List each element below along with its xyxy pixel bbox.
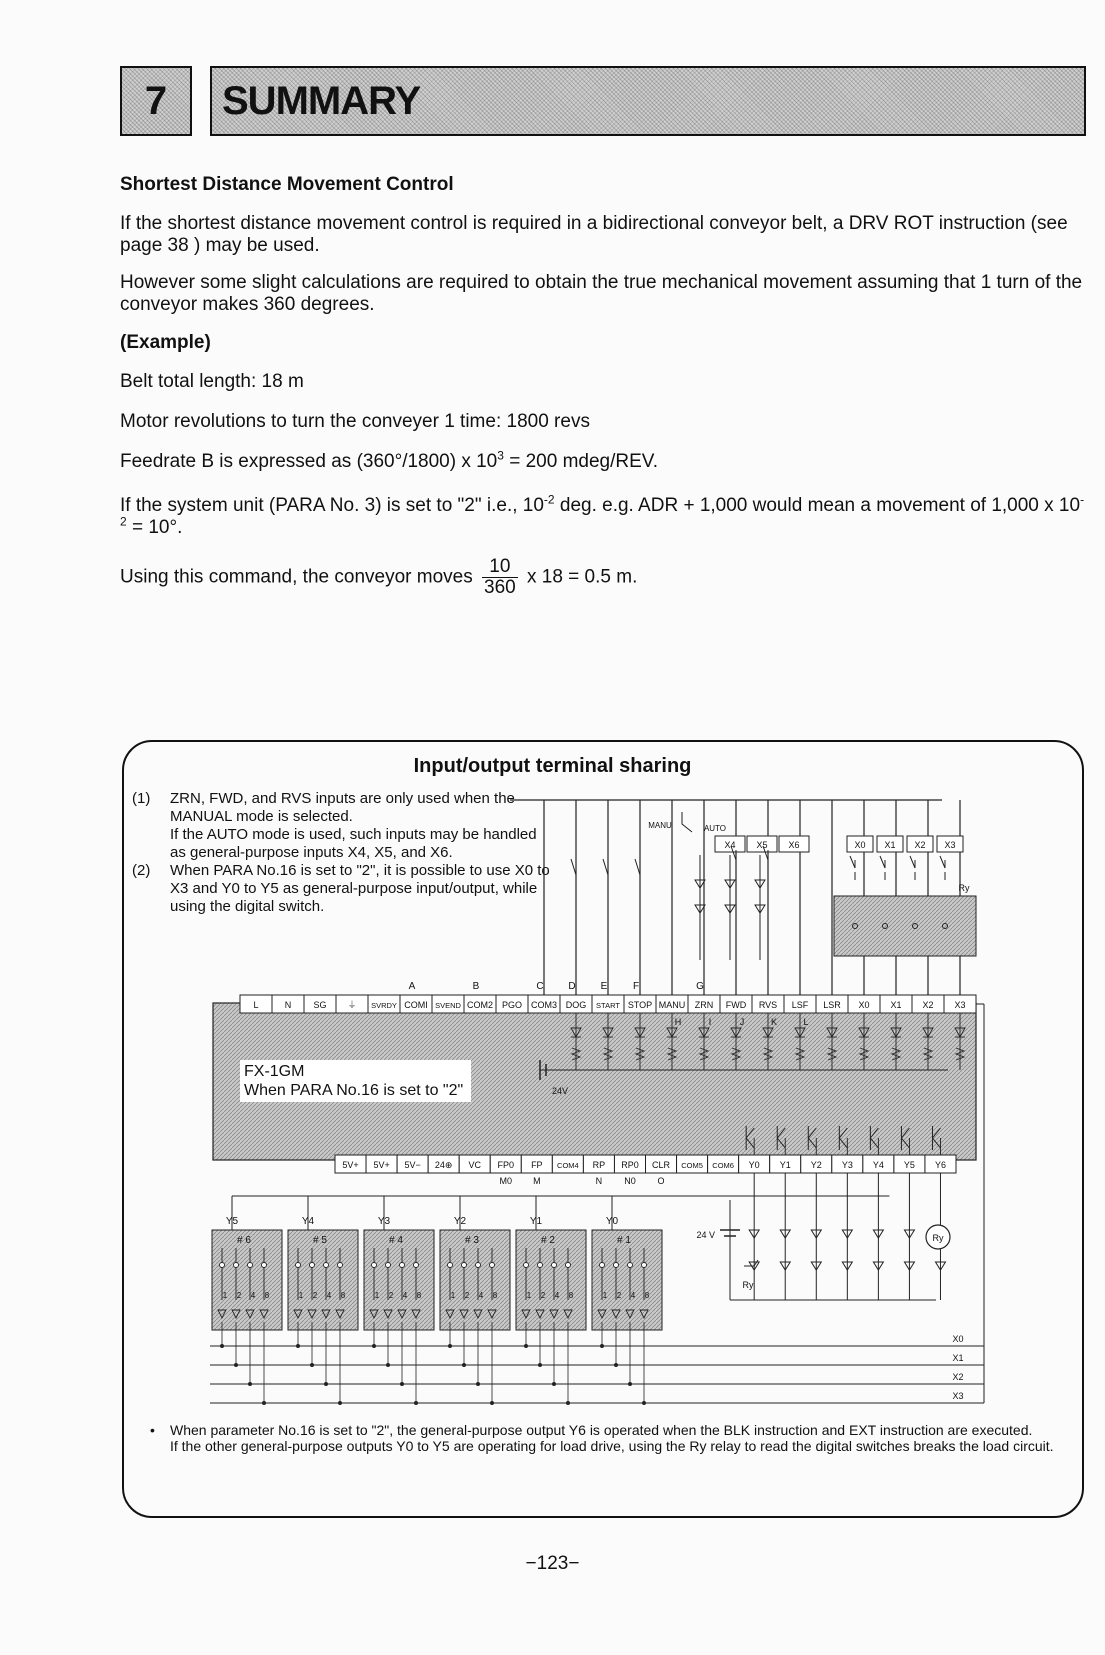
terminal-letter: K bbox=[770, 1017, 778, 1027]
junction-dot bbox=[642, 1401, 646, 1405]
junction-dot bbox=[614, 1363, 618, 1367]
fraction: $\frac{10}{360}$ bbox=[484, 556, 516, 598]
terminal-letter: N0 bbox=[624, 1176, 636, 1186]
terminal-letter: C bbox=[536, 981, 544, 992]
switch-number-label: # 1 bbox=[617, 1235, 631, 1246]
junction-dot bbox=[234, 1363, 238, 1367]
top-terminal-label: COM3 bbox=[530, 1000, 558, 1010]
note-1-line-1: ZRN, FWD, and RVS inputs are only used when the MANUAL mode is selected. bbox=[170, 790, 515, 825]
switch-contact-icon bbox=[600, 1263, 605, 1268]
terminal-letter: M bbox=[533, 1176, 541, 1186]
bottom-terminal-label: Y6 bbox=[934, 1160, 946, 1170]
supply-label: 24V bbox=[552, 1086, 569, 1096]
switch-contact-icon bbox=[372, 1263, 377, 1268]
bottom-terminal-label: Y1 bbox=[779, 1160, 791, 1170]
bus-label: X2 bbox=[952, 1372, 964, 1382]
switch-contact-icon bbox=[324, 1263, 329, 1268]
bottom-terminal-label: Y0 bbox=[748, 1160, 760, 1170]
bottom-terminal-label: 5V− bbox=[404, 1160, 421, 1170]
switch-digit-label: 8 bbox=[644, 1291, 650, 1300]
bottom-terminal-label: Y2 bbox=[810, 1160, 822, 1170]
junction-dot bbox=[552, 1382, 556, 1386]
terminal-letter: O bbox=[657, 1176, 665, 1186]
terminal-letter: M0 bbox=[499, 1176, 513, 1186]
note-2: When PARA No.16 is set to "2", it is possible to use X0 to X3 and Y0 to Y5 as general-purpose input/output, while using the digital switch. bbox=[170, 862, 550, 915]
switch-digit-label: 4 bbox=[554, 1291, 560, 1300]
switch-icon bbox=[603, 859, 608, 890]
top-terminal-label: RVS bbox=[758, 1000, 778, 1010]
switch-contact-icon bbox=[386, 1263, 391, 1268]
junction-dot bbox=[448, 1344, 452, 1348]
plc-label bbox=[240, 1060, 471, 1102]
top-terminal-label: PGO bbox=[501, 1000, 523, 1010]
top-terminal-label: COMI bbox=[404, 1000, 428, 1010]
subsection-heading: Shortest Distance Movement Control bbox=[120, 174, 454, 195]
relay-input-label: X2 bbox=[914, 840, 926, 850]
switch-output-label: Y3 bbox=[377, 1216, 391, 1227]
bottom-terminal-label: VC bbox=[468, 1160, 481, 1170]
switch-contact-icon bbox=[462, 1263, 467, 1268]
switch-digit-label: 1 bbox=[374, 1291, 380, 1300]
relay-input-label: X0 bbox=[854, 840, 866, 850]
relay-contact-icon bbox=[940, 856, 945, 880]
belt-length: Belt total length: 18 m bbox=[120, 371, 304, 392]
bottom-terminal-label: 5V+ bbox=[342, 1160, 359, 1170]
switch-number-label: # 2 bbox=[541, 1235, 555, 1246]
switch-contact-icon bbox=[414, 1263, 419, 1268]
top-terminal-label: SG bbox=[313, 1000, 327, 1010]
relay-input-label: X3 bbox=[944, 840, 956, 850]
relay-contact-block bbox=[834, 896, 976, 956]
top-terminal-label: N bbox=[284, 1000, 292, 1010]
diagram-footer-note bbox=[152, 1422, 1062, 1454]
relay-label: Ry bbox=[958, 883, 970, 893]
bottom-terminal-label: Y5 bbox=[903, 1160, 915, 1170]
switch-contact-icon bbox=[262, 1263, 267, 1268]
top-terminal-label: STOP bbox=[627, 1000, 653, 1010]
junction-dot bbox=[600, 1344, 604, 1348]
top-terminal-label: DOG bbox=[565, 1000, 587, 1010]
switch-digit-label: 8 bbox=[264, 1291, 270, 1300]
switch-icon bbox=[635, 859, 640, 890]
plc-model: FX-1GM bbox=[244, 1063, 305, 1080]
switch-output-label: Y1 bbox=[529, 1216, 543, 1227]
switch-contact-icon bbox=[490, 1263, 495, 1268]
bus-label: X3 bbox=[952, 1391, 964, 1401]
terminal-letter: I bbox=[708, 1017, 712, 1027]
relay-label: Ry bbox=[742, 1280, 754, 1290]
switch-contact-icon bbox=[448, 1263, 453, 1268]
junction-dot bbox=[628, 1382, 632, 1386]
switch-output-label: Y4 bbox=[301, 1216, 315, 1227]
bottom-terminal-label: Y4 bbox=[872, 1160, 884, 1170]
bottom-terminal-label: COM6 bbox=[712, 1161, 734, 1170]
bottom-terminal-label: RP bbox=[592, 1160, 606, 1170]
top-terminal-label: ZRN bbox=[694, 1000, 714, 1010]
switch-digit-label: 4 bbox=[478, 1291, 484, 1300]
relay-input-label: X1 bbox=[884, 840, 896, 850]
switch-digit-label: 8 bbox=[568, 1291, 574, 1300]
note-1-line-2: If the AUTO mode is used, such inputs may be handled as general-purpose inputs X4, X5, and X6. bbox=[170, 826, 537, 861]
bus-label: X0 bbox=[952, 1334, 964, 1344]
switch-contact-icon bbox=[642, 1263, 647, 1268]
junction-dot bbox=[262, 1401, 266, 1405]
junction-dot bbox=[462, 1363, 466, 1367]
switch-digit-label: 1 bbox=[450, 1291, 456, 1300]
switch-digit-label: 8 bbox=[416, 1291, 422, 1300]
mode-label-auto: AUTO bbox=[703, 824, 727, 833]
top-terminal-label: SVRDY bbox=[371, 1001, 397, 1010]
junction-dot bbox=[310, 1363, 314, 1367]
switch-digit-label: 2 bbox=[616, 1291, 622, 1300]
switch-digit-label: 4 bbox=[326, 1291, 332, 1300]
switch-digit-label: 8 bbox=[492, 1291, 498, 1300]
junction-dot bbox=[476, 1382, 480, 1386]
section-title: SUMMARY bbox=[222, 78, 421, 123]
switch-output-label: Y0 bbox=[605, 1216, 619, 1227]
diagram-title: Input/output terminal sharing bbox=[413, 755, 692, 777]
junction-dot bbox=[338, 1401, 342, 1405]
aux-input-label: X5 bbox=[756, 840, 768, 850]
bottom-terminal-label: RP0 bbox=[621, 1160, 639, 1170]
switch-contact-icon bbox=[524, 1263, 529, 1268]
footer-bullet: • bbox=[150, 1422, 155, 1438]
switch-digit-label: 1 bbox=[222, 1291, 228, 1300]
aux-input-label: X6 bbox=[788, 840, 800, 850]
switch-contact-icon bbox=[614, 1263, 619, 1268]
junction-dot bbox=[324, 1382, 328, 1386]
bottom-terminal-label: COM5 bbox=[681, 1161, 703, 1170]
terminal-letter: L bbox=[803, 1017, 809, 1027]
junction-dot bbox=[538, 1363, 542, 1367]
page-number: −123− bbox=[525, 1553, 580, 1574]
terminal-letter: J bbox=[739, 1017, 745, 1027]
switch-number-label: # 3 bbox=[465, 1235, 479, 1246]
paragraph-1: If the shortest distance movement control is required in a bidirectional conveyor belt, a DRV ROT instruction (see page 38 ) may be used. bbox=[120, 213, 1068, 256]
relay-contact-icon bbox=[910, 856, 915, 880]
bottom-terminal-label: CLR bbox=[652, 1160, 671, 1170]
top-terminal-label: SVEND bbox=[435, 1001, 461, 1010]
diagram-notes: (1) ZRN, FWD, and RVS inputs are only used when the MANUAL mode is selected. If the AUTO mode is used, such inputs may be handled as general-purpose inputs X4, X5, and X6. (2) When PARA No.16 is set to "2", it is possible to use X0 to X3 and Y0 to Y5 as general-purpose input/output, while using the digital switch. bbox=[132, 790, 552, 916]
section-number: 7 bbox=[144, 78, 168, 123]
mode-label-manu: MANU bbox=[648, 821, 672, 830]
bottom-terminal-label: COM4 bbox=[557, 1161, 579, 1170]
top-terminal-label: LSF bbox=[791, 1000, 809, 1010]
top-terminal-label: COM2 bbox=[466, 1000, 494, 1010]
switch-digit-label: 2 bbox=[388, 1291, 394, 1300]
terminal-letter: D bbox=[568, 981, 576, 992]
system-unit-line: If the system unit (PARA No. 3) is set to "2" i.e., $10^{-2}$ deg. e.g. ADR + 1,000 would mean a movement of 1,000 x $10^{-2} = 10^\circ$. bbox=[120, 492, 1085, 538]
switch-digit-label: 2 bbox=[312, 1291, 318, 1300]
top-terminal-label: MANU bbox=[658, 1000, 686, 1010]
switch-contact-icon bbox=[338, 1263, 343, 1268]
example-label: (Example) bbox=[120, 332, 211, 353]
switch-contact-icon bbox=[310, 1263, 315, 1268]
terminal-letter: F bbox=[632, 981, 640, 992]
junction-dot bbox=[566, 1401, 570, 1405]
switch-digit-label: 4 bbox=[250, 1291, 256, 1300]
top-terminal-label: START bbox=[596, 1001, 620, 1010]
relay-contact-icon bbox=[850, 856, 855, 880]
switch-digit-label: 2 bbox=[464, 1291, 470, 1300]
plc-condition: When PARA No.16 is set to "2" bbox=[244, 1082, 464, 1099]
switch-digit-label: 1 bbox=[298, 1291, 304, 1300]
switch-output-label: Y5 bbox=[225, 1216, 239, 1227]
terminal-letter: G bbox=[696, 981, 704, 992]
switch-contact-icon bbox=[552, 1263, 557, 1268]
command-line: Using this command, the conveyor moves $\frac{10}{360}$ x 18 = 0.5 m. bbox=[120, 556, 638, 598]
relay-coil-label: Ry bbox=[932, 1233, 944, 1243]
switch-number-label: # 6 bbox=[237, 1235, 251, 1246]
terminal-letter: B bbox=[472, 981, 480, 992]
terminal-letter: E bbox=[600, 981, 608, 992]
junction-dot bbox=[372, 1344, 376, 1348]
switch-digit-label: 2 bbox=[540, 1291, 546, 1300]
junction-dot bbox=[524, 1344, 528, 1348]
top-terminal-label: FWD bbox=[725, 1000, 747, 1010]
junction-dot bbox=[414, 1401, 418, 1405]
top-terminal-label: L bbox=[253, 1000, 259, 1010]
switch-digit-label: 8 bbox=[340, 1291, 346, 1300]
switch-digit-label: 4 bbox=[402, 1291, 408, 1300]
switch-number-label: # 5 bbox=[313, 1235, 327, 1246]
switch-contact-icon bbox=[234, 1263, 239, 1268]
junction-dot bbox=[490, 1401, 494, 1405]
junction-dot bbox=[400, 1382, 404, 1386]
bottom-terminal-label: Y3 bbox=[841, 1160, 853, 1170]
junction-dot bbox=[220, 1344, 224, 1348]
junction-dot bbox=[248, 1382, 252, 1386]
terminal-letter: H bbox=[674, 1017, 682, 1027]
bus-label: X1 bbox=[952, 1353, 964, 1363]
switch-contact-icon bbox=[248, 1263, 253, 1268]
top-terminal-label: X0 bbox=[858, 1000, 870, 1010]
junction-dot bbox=[386, 1363, 390, 1367]
switch-contact-icon bbox=[220, 1263, 225, 1268]
switch-number-label: # 4 bbox=[389, 1235, 403, 1246]
bottom-terminal-label: 5V+ bbox=[373, 1160, 390, 1170]
footer-line-1: When parameter No.16 is set to "2", the general-purpose output Y6 is operated when the BLK instruction and EXT instruction are executed. bbox=[170, 1422, 1033, 1438]
switch-contact-icon bbox=[538, 1263, 543, 1268]
switch-digit-label: 2 bbox=[236, 1291, 242, 1300]
bottom-terminal-label: FP bbox=[531, 1160, 543, 1170]
bottom-terminal-label: FP0 bbox=[497, 1160, 515, 1170]
selector-switch-icon bbox=[682, 812, 692, 832]
switch-contact-icon bbox=[566, 1263, 571, 1268]
feedrate-line: Feedrate B is expressed as (360°/1800) x $10^3 = 200$ mdeg/REV. bbox=[120, 448, 658, 472]
junction-dot bbox=[296, 1344, 300, 1348]
terminal-letter: N bbox=[595, 1176, 603, 1186]
switch-digit-label: 1 bbox=[526, 1291, 532, 1300]
relay-contact-icon bbox=[880, 856, 885, 880]
bottom-terminal-label: 24⊕ bbox=[434, 1160, 453, 1170]
switch-contact-icon bbox=[400, 1263, 405, 1268]
top-terminal-label: X1 bbox=[890, 1000, 902, 1010]
switch-contact-icon bbox=[476, 1263, 481, 1268]
switch-contact-icon bbox=[296, 1263, 301, 1268]
paragraph-2: However some slight calculations are required to obtain the true mechanical movement assuming that 1 turn of the conveyor makes 360 degrees. bbox=[120, 272, 1083, 315]
switch-icon bbox=[571, 859, 576, 890]
terminal-letter: A bbox=[408, 981, 416, 992]
top-terminal-label: LSR bbox=[823, 1000, 841, 1010]
top-terminal-label: X2 bbox=[922, 1000, 934, 1010]
switch-digit-label: 4 bbox=[630, 1291, 636, 1300]
footer-line-2: If the other general-purpose outputs Y0 to Y5 are operating for load drive, using the Ry relay to read the digital switches breaks the load circuit. bbox=[170, 1438, 1054, 1454]
switch-output-label: Y2 bbox=[453, 1216, 467, 1227]
top-terminal-label: X3 bbox=[954, 1000, 966, 1010]
supply-label: 24 V bbox=[696, 1230, 715, 1240]
aux-input-label: X4 bbox=[724, 840, 736, 850]
motor-revolutions: Motor revolutions to turn the conveyer 1 time: 1800 revs bbox=[120, 411, 590, 432]
switch-digit-label: 1 bbox=[602, 1291, 608, 1300]
top-terminal-label: ⏚ bbox=[347, 1000, 357, 1010]
switch-contact-icon bbox=[628, 1263, 633, 1268]
